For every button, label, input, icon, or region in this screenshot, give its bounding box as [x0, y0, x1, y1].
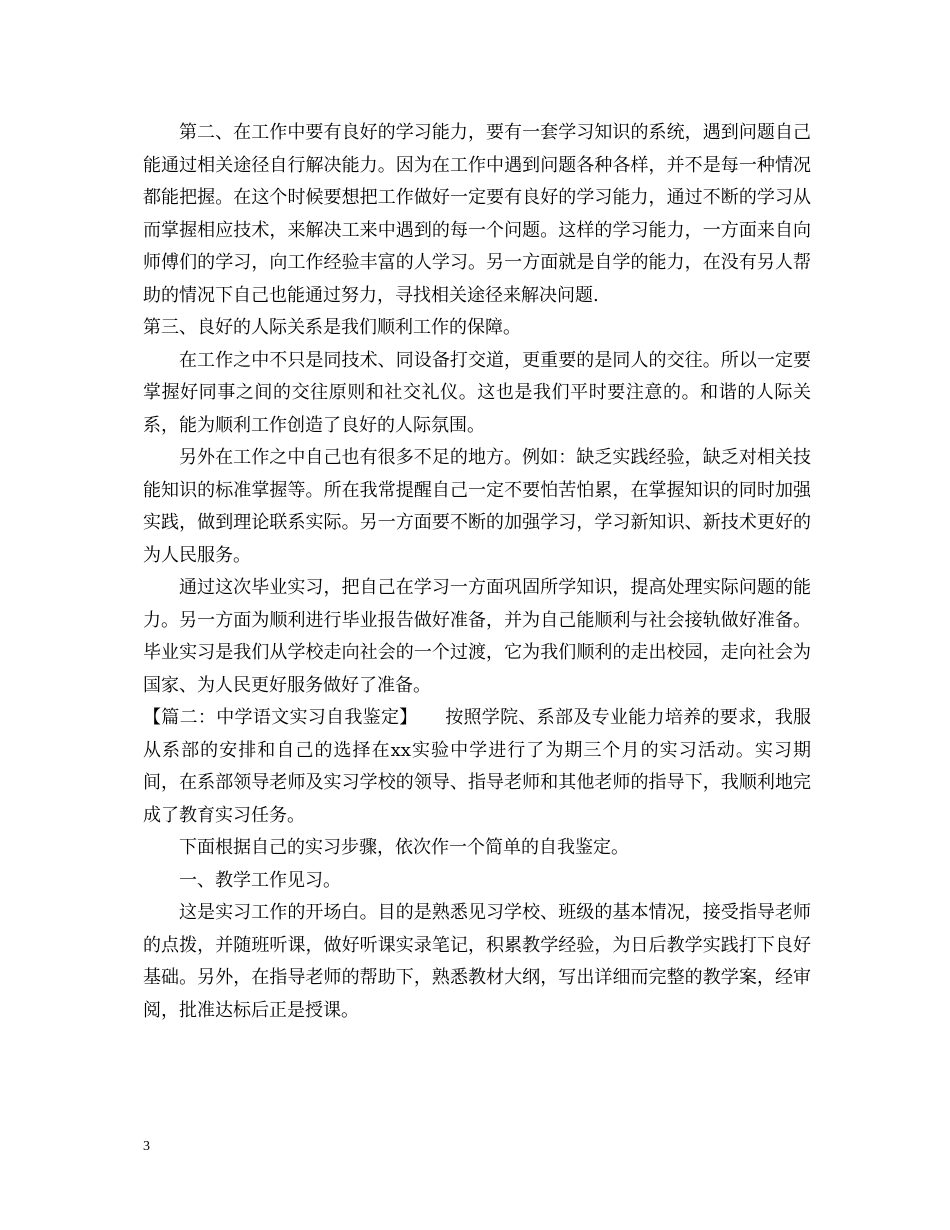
- document-body: [143, 117, 811, 1027]
- paragraph-second-point: 第二、在工作中要有良好的学习能力，要有一套学习知识的系统，遇到问题自己能通过相关途径自行解决能力。因为在工作中遇到问题各种各样，并不是每一种情况都能把握。在这个时候要想把工作做好一定要有良好的学习能力，通过不断的学习从而掌握相应技术，来解决工来中遇到的每一个问题。这样的学习能力，一方面来自向师傅们的学习，向工作经验丰富的人学习。另一方面就是自学的能力，在没有另人帮助的情况下自己也能通过努力，寻找相关途径来解决问题.: [143, 122, 811, 306]
- paragraph-part-two-intro: 【篇二：中学语文实习自我鉴定】 按照学院、系部及专业能力培养的要求，我服从系部的安排和自己的选择在xx实验中学进行了为期三个月的实习活动。实习期间，在系部领导老师及实习学校的领导、指导老师和其他老师的指导下，我顺利地完成了教育实习任务。: [143, 707, 811, 826]
- paragraph-interpersonal: 在工作之中不只是同技术、同设备打交道，更重要的是同人的交往。所以一定要掌握好同事之间的交往原则和社交礼仪。这也是我们平时要注意的。和谐的人际关系，能为顺利工作创造了良好的人际氛围。: [143, 349, 811, 436]
- paragraph-shortcomings: 另外在工作之中自己也有很多不足的地方。例如：缺乏实践经验，缺乏对相关技能知识的标准掌握等。所在我常提醒自己一定不要怕苦怕累，在掌握知识的同时加强实践，做到理论联系实际。另一方面要不断的加强学习，学习新知识、新技术更好的为人民服务。: [143, 447, 811, 566]
- paragraph-observation: 这是实习工作的开场白。目的是熟悉见习学校、班级的基本情况，接受指导老师的点拨，并随班听课，做好听课实录笔记，积累教学经验，为日后教学实践打下良好基础。另外，在指导老师的帮助下，熟悉教材大纲，写出详细而完整的教学案，经审阅，批准达标后正是授课。: [143, 902, 811, 1021]
- paragraph-self-evaluation-intro: 下面根据自己的实习步骤，依次作一个简单的自我鉴定。: [179, 837, 629, 858]
- paragraph-section-heading: 一、教学工作见习。: [179, 869, 341, 891]
- page-number: 3: [143, 1139, 150, 1154]
- paragraph-third-point-heading: 第三、良好的人际关系是我们顺利工作的保障。: [143, 317, 521, 338]
- paragraph-internship-summary: 通过这次毕业实习，把自己在学习一方面巩固所学知识，提高处理实际问题的能力。另一方面为顺利进行毕业报告做好准备，并为自己能顺利与社会接轨做好准备。毕业实习是我们从学校走向社会的一个过渡，它为我们顺利的走出校园，走向社会为国家、为人民更好服务做好了准备。: [143, 577, 811, 696]
